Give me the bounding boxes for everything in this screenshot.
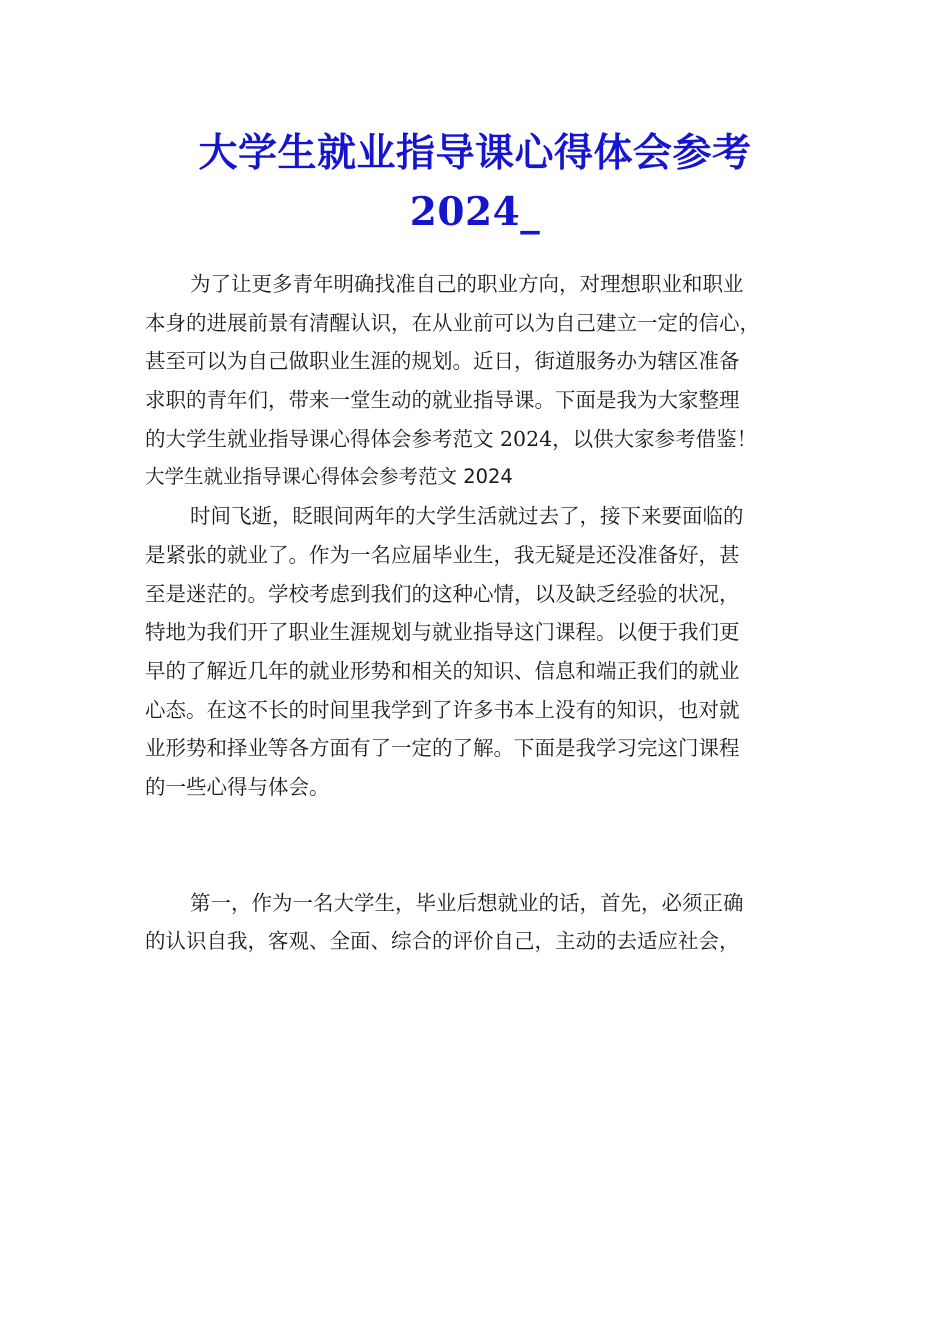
intro-line: 为了让更多青年明确找准自己的职业方向，对理想职业和职业 [190,272,744,296]
paragraph-line: 第一，作为一名大学生，毕业后想就业的话，首先，必须正确 [190,890,744,915]
paragraph-line: 的认识自我，客观、全面、综合的评价自己，主动的去适应社会， [145,929,740,954]
paragraph-line: 的一些心得与体会。 [145,774,330,799]
paragraph-line: 早的了解近几年的就业形势和相关的知识、信息和端正我们的就业 [145,658,740,683]
intro-line: 甚至可以为自己做职业生涯的规划。近日，街道服务办为辖区准备 [145,349,740,374]
title-line-1: 大学生就业指导课心得体会参考 [198,130,752,176]
paragraph-line: 特地为我们开了职业生涯规划与就业指导这门课程。以便于我们更 [145,620,740,645]
paragraph-line: 至是迷茫的。学校考虑到我们的这种心情，以及缺乏经验的状况， [145,581,740,606]
paragraph-line: 业形势和择业等各方面有了一定的了解。下面是我学习完这门课程 [145,736,740,761]
paragraph-line: 时间飞逝，眨眼间两年的大学生活就过去了，接下来要面临的 [190,504,744,529]
intro-line: 求职的青年们，带来一堂生动的就业指导课。下面是我为大家整理 [145,388,740,413]
document-body [145,265,810,961]
title-line-2: 2024_ [409,189,541,235]
intro-line: 本身的进展前景有清醒认识，在从业前可以为自己建立一定的信心， [145,310,760,335]
paragraph-spacer [145,807,810,884]
subheading: 大学生就业指导课心得体会参考范文 2024 [145,465,513,489]
document-title [120,124,830,242]
intro-line: 的大学生就业指导课心得体会参考范文 2024，以供大家参考借鉴！ [145,426,758,451]
paragraph-line: 心态。在这不长的时间里我学到了许多书本上没有的知识，也对就 [145,697,740,722]
paragraph-line: 是紧张的就业了。作为一名应届毕业生，我无疑是还没准备好，甚 [145,542,740,567]
